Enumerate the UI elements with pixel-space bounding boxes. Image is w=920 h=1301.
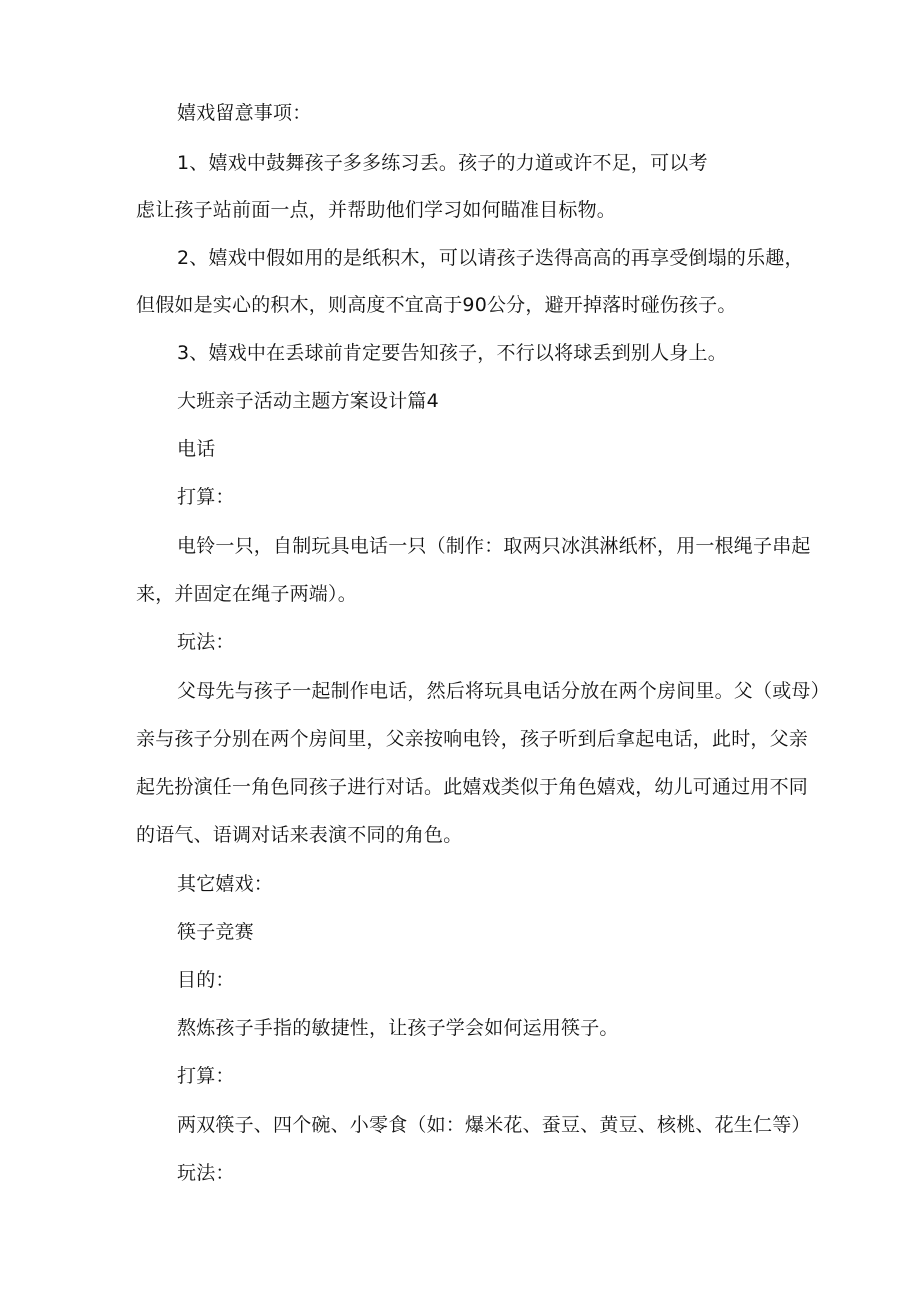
- play-line-2: 亲与孩子分别在两个房间里，父亲按响电铃，孩子听到后拿起电话，此时，父亲: [136, 728, 809, 750]
- goal-heading: 目的：: [177, 969, 235, 991]
- play-line-3: 起先扮演任一角色同孩子进行对话。此嬉戏类似于角色嬉戏，幼儿可通过用不同: [136, 776, 809, 798]
- play-line-4: 的语气、语调对话来表演不同的角色。: [136, 824, 463, 846]
- note-2-line-1: 2、嬉戏中假如用的是纸积木，可以请孩子迭得高高的再享受倒塌的乐趣，: [177, 247, 804, 269]
- other-games-heading: 其它嬉戏：: [177, 873, 274, 895]
- prep-line-1: 电铃一只，自制玩具电话一只（制作：取两只冰淇淋纸杯，用一根绳子串起: [177, 535, 811, 557]
- prep-heading: 打算：: [177, 486, 235, 508]
- note-1-line-2: 虑让孩子站前面一点，并帮助他们学习如何瞄准目标物。: [136, 199, 617, 221]
- section-title: 大班亲子活动主题方案设计篇4: [177, 390, 439, 412]
- note-2-line-2: 但假如是实心的积木，则高度不宜高于90公分，避开掉落时碰伤孩子。: [136, 294, 737, 316]
- prep-line-2: 来，并固定在绳子两端）。: [136, 583, 357, 605]
- play-line-1: 父母先与孩子一起制作电话，然后将玩具电话分放在两个房间里。父（或母）: [177, 680, 830, 702]
- note-3: 3、嬉戏中在丢球前肯定要告知孩子，不行以将球丢到别人身上。: [177, 342, 727, 364]
- game-title-chopsticks: 筷子竞赛: [177, 921, 254, 943]
- goal-text: 熬炼孩子手指的敏捷性，让孩子学会如何运用筷子。: [177, 1017, 619, 1039]
- play-heading-2: 玩法：: [177, 1162, 235, 1184]
- notes-heading: 嬉戏留意事项：: [177, 102, 312, 124]
- game-title-phone: 电话: [177, 438, 216, 460]
- note-1-line-1: 1、嬉戏中鼓舞孩子多多练习丢。孩子的力道或许不足，可以考: [177, 152, 708, 174]
- prep-text-2: 两双筷子、四个碗、小零食（如：爆米花、蚕豆、黄豆、核桃、花生仁等）: [177, 1114, 811, 1136]
- play-heading: 玩法：: [177, 631, 235, 653]
- prep-heading-2: 打算：: [177, 1065, 235, 1087]
